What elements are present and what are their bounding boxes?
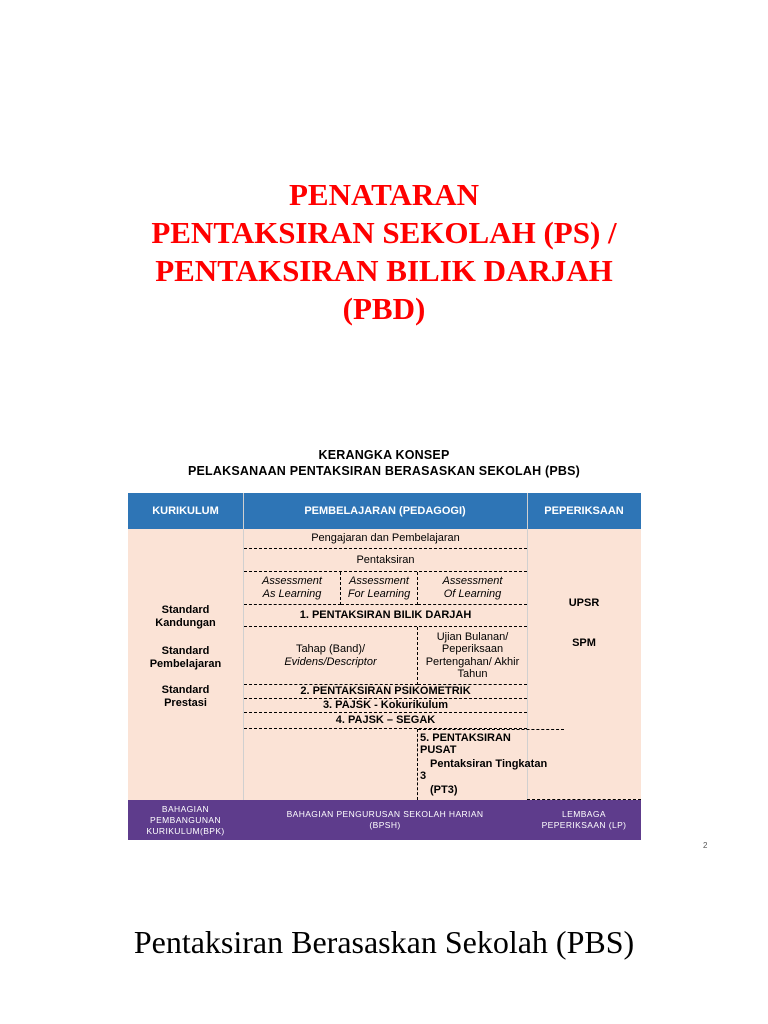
left-item: Standard: [161, 645, 210, 657]
upsr-label: UPSR: [568, 597, 600, 609]
as-learning-text: Assessment: [262, 575, 322, 587]
framework-title: [0, 447, 768, 479]
framework-title-line2: PELAKSANAAN PENTAKSIRAN BERASASKAN SEKOLAH (PBS): [187, 464, 581, 478]
as-learning-text: As Learning: [262, 588, 322, 600]
title-line: PENTAKSIRAN SEKOLAH (PS) /: [151, 215, 617, 250]
pusat-text: PUSAT: [420, 744, 457, 756]
row-pbd: 1. PENTAKSIRAN BILIK DARJAH: [244, 605, 527, 627]
ujian-text: Pertengahan/ Akhir: [425, 655, 520, 668]
row-pajsk-segak: 4. PAJSK – SEGAK: [244, 713, 527, 729]
cell-as-learning: [244, 572, 341, 605]
left-item: Prestasi: [164, 697, 207, 709]
slide-title: [0, 176, 768, 328]
title-line: PENTAKSIRAN BILIK DARJAH: [155, 253, 613, 288]
ujian-text: Ujian Bulanan/: [436, 630, 509, 643]
footer-text: (BPSH): [369, 820, 401, 830]
pt3-line: Pentaksiran Tingkatan: [430, 758, 548, 770]
footer-text: BAHAGIAN PENGURUSAN SEKOLAH HARIAN: [286, 809, 484, 819]
standard-prestasi: [128, 684, 243, 710]
cell-pusat: [418, 729, 564, 800]
of-learning-text: Of Learning: [443, 588, 502, 600]
footer-text: PEMBANGUNAN: [150, 814, 221, 825]
pusat-text: 5. PENTAKSIRAN: [420, 732, 511, 744]
title-line: (PBD): [342, 291, 426, 326]
cell-tahap: [244, 627, 418, 685]
pt3-line: 3: [420, 770, 427, 782]
cell-ujian: [418, 627, 527, 685]
row-pdp: Pengajaran dan Pembelajaran: [244, 529, 527, 549]
footer-text: BAHAGIAN: [161, 803, 210, 814]
left-item: Standard: [161, 604, 210, 616]
footer-lp: [527, 800, 641, 840]
header-pembelajaran: PEMBELAJARAN (PEDAGOGI): [243, 493, 527, 529]
header-peperiksaan: PEPERIKSAAN: [527, 493, 641, 529]
page-number: 2: [703, 841, 708, 850]
title-line: PENATARAN: [288, 177, 479, 212]
cell-of-learning: [418, 572, 527, 605]
standard-pembelajaran: [128, 645, 243, 671]
for-learning-text: Assessment: [349, 575, 409, 587]
left-item: Standard: [161, 684, 210, 696]
ujian-text: Tahun: [457, 668, 488, 680]
ujian-text: Peperiksaan: [441, 643, 504, 655]
tahap-text: Evidens/Descriptor: [284, 655, 377, 668]
for-learning-text: For Learning: [347, 588, 411, 600]
cell-empty-bottom: [244, 729, 418, 800]
pt3-line: (PT3): [430, 784, 458, 796]
of-learning-text: Assessment: [442, 575, 503, 587]
cell-for-learning: [341, 572, 418, 605]
left-item: Pembelajaran: [149, 658, 222, 670]
document-subtitle: Pentaksiran Berasaskan Sekolah (PBS): [133, 924, 635, 960]
row-pentaksiran: Pentaksiran: [244, 549, 527, 572]
footer-text: KURIKULUM(BPK): [146, 825, 225, 836]
footer-bpk: [128, 800, 243, 840]
footer-text: LEMBAGA: [562, 809, 606, 819]
standard-kandungan: [128, 604, 243, 630]
header-kurikulum: KURIKULUM: [128, 493, 243, 529]
footer-bpsh: [243, 800, 527, 840]
framework-title-line1: KERANGKA KONSEP: [318, 448, 450, 462]
footer-text: PEPERIKSAAN (LP): [541, 820, 627, 830]
spm-label: SPM: [572, 637, 596, 649]
pusat-heading: [420, 732, 511, 756]
tahap-text: Tahap (Band)/: [295, 642, 366, 655]
row-pajsk-kokurikulum: 3. PAJSK - Kokurikulum: [244, 699, 527, 713]
left-item: Kandungan: [155, 617, 216, 629]
pt3-text: [420, 758, 564, 796]
row-psikometrik: 2. PENTAKSIRAN PSIKOMETRIK: [244, 685, 527, 699]
